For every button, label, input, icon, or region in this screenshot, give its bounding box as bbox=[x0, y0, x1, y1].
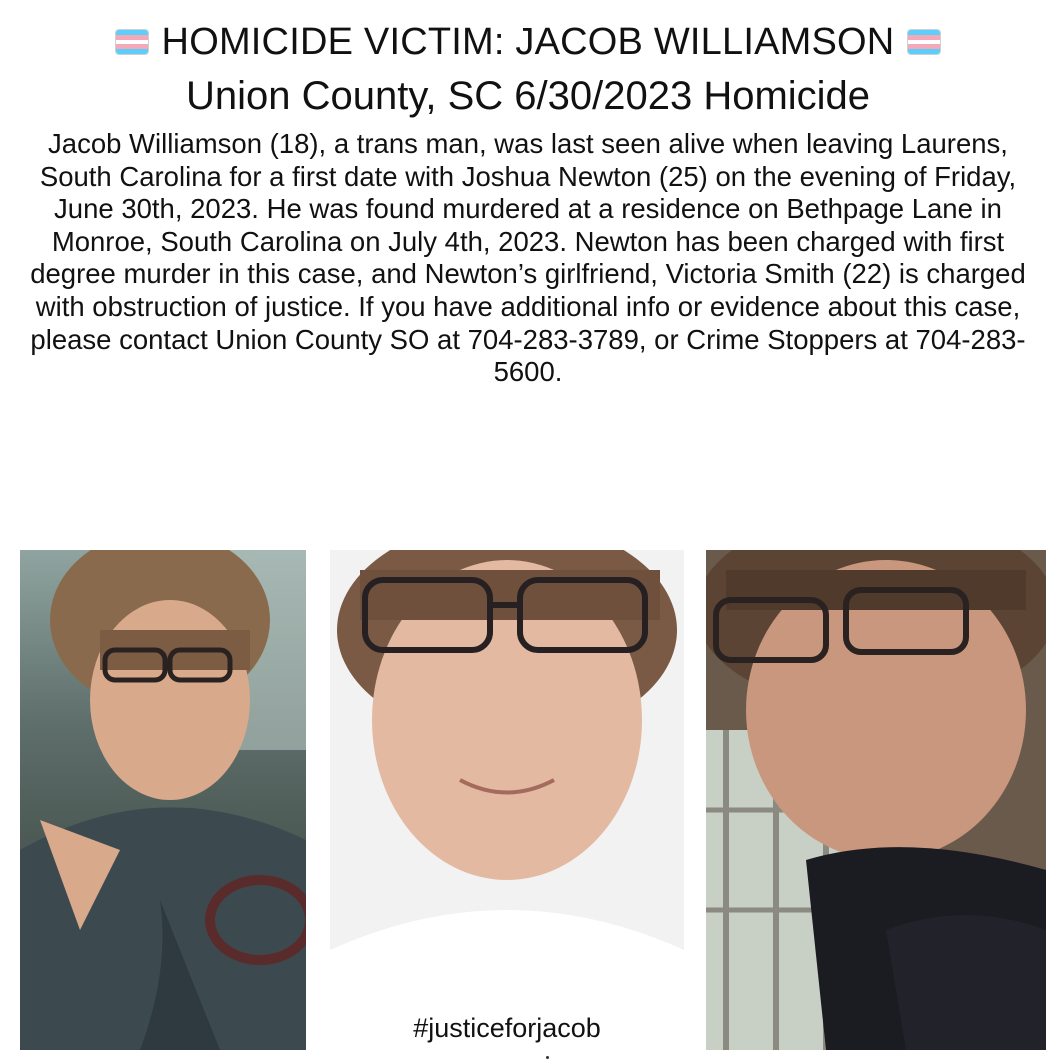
transgender-flag-icon bbox=[908, 30, 940, 54]
hashtag-caption: #justiceforjacob bbox=[413, 1013, 601, 1043]
title-line bbox=[0, 18, 1056, 66]
page-title: HOMICIDE VICTIM: JACOB WILLIAMSON bbox=[161, 21, 895, 63]
case-subtitle: Union County, SC 6/30/2023 Homicide bbox=[185, 74, 871, 118]
poster-header bbox=[0, 0, 1056, 389]
victim-photo-3 bbox=[706, 550, 1046, 1050]
victim-photo-1 bbox=[20, 550, 306, 1050]
victim-photo-2 bbox=[330, 550, 684, 1050]
decorative-dot bbox=[546, 1056, 549, 1059]
transgender-flag-icon bbox=[116, 30, 148, 54]
photo-strip bbox=[0, 550, 1056, 1063]
case-description: Jacob Williamson (18), a trans man, was last seen alive when leaving Laurens, South Carolina for a first date with Joshua Newton (25) on the evening of Friday, June 30th, 2023. He was found murdered at a residence on Bethpage Lane in Monroe, South Carolina on July 4th, 2023. Newton has been charged with first degree murder in this case, and Newton’s girlfriend, Victoria Smith (22) is charged with obstruction of justice. If you have additional info or evidence about this case, please contact Union County SO at 704-283-3789, or Crime Stoppers at 704-283-5600. bbox=[30, 128, 1026, 388]
